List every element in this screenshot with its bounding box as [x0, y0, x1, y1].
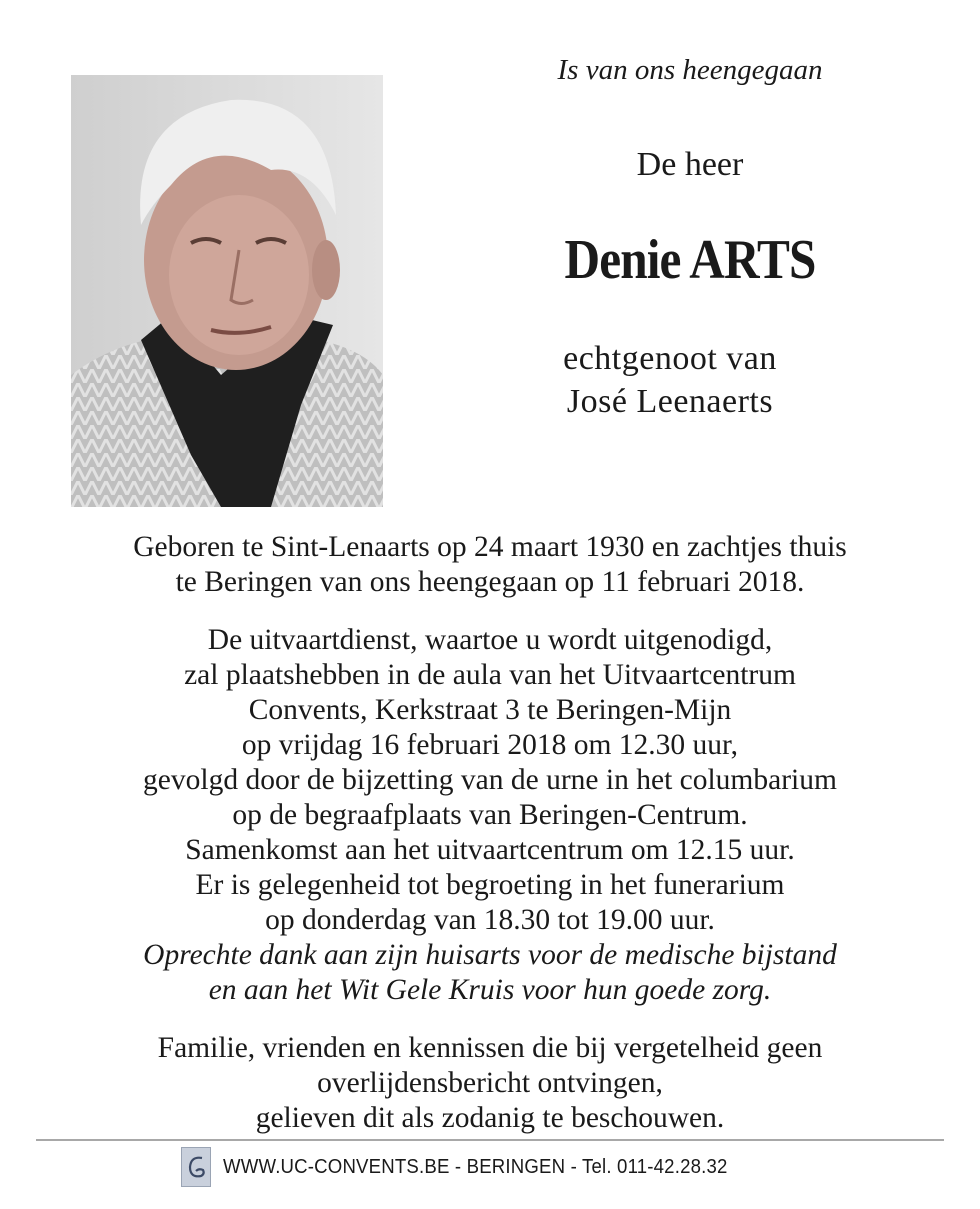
deceased-name: Denie ARTS — [564, 229, 816, 291]
paragraph-line: gelieven dit als zodanig te beschouwen. — [255, 1102, 725, 1134]
birth-death-paragraph — [20, 530, 960, 600]
portrait-photo — [71, 75, 383, 507]
paragraph-line: op donderdag van 18.30 tot 19.00 uur. — [265, 904, 715, 936]
paragraph-line: De uitvaartdienst, waartoe u wordt uitgenodigd, — [207, 624, 773, 656]
paragraph-line: Samenkomst aan het uitvaartcentrum om 12.15 uur. — [185, 834, 795, 866]
footer — [181, 1147, 766, 1187]
paragraph-line: overlijdensbericht ontvingen, — [317, 1067, 663, 1099]
intro-text: Is van ons heengegaan — [557, 54, 823, 86]
paragraph-line: te Beringen van ons heengegaan op 11 februari 2018. — [175, 566, 805, 598]
footer-divider — [36, 1139, 944, 1141]
spouse-name: José Leenaerts — [566, 383, 774, 420]
paragraph-line: Familie, vrienden en kennissen die bij vergetelheid geen — [157, 1032, 823, 1064]
funeral-home-logo-icon — [181, 1147, 211, 1187]
thanks-line: Oprechte dank aan zijn huisarts voor de medische bijstand — [143, 939, 837, 971]
paragraph-line: Geboren te Sint-Lenaarts op 24 maart 1930 en zachtjes thuis — [133, 531, 847, 563]
portrait-illustration — [71, 75, 383, 507]
thanks-line: en aan het Wit Gele Kruis voor hun goede zorg. — [208, 974, 772, 1006]
spouse-label: echtgenoot van — [563, 340, 777, 377]
title-prefix: De heer — [636, 146, 744, 183]
paragraph-line: op vrijdag 16 februari 2018 om 12.30 uur, — [241, 729, 739, 761]
paragraph-line: Er is gelegenheid tot begroeting in het funerarium — [195, 869, 785, 901]
paragraph-line: op de begraafplaats van Beringen-Centrum. — [232, 799, 748, 831]
paragraph-line: zal plaatshebben in de aula van het Uitvaartcentrum — [184, 659, 796, 691]
service-paragraph — [20, 623, 960, 1008]
paragraph-line: Convents, Kerkstraat 3 te Beringen-Mijn — [248, 694, 732, 726]
family-paragraph — [20, 1031, 960, 1136]
footer-contact-text: WWW.UC-CONVENTS.BE - BERINGEN - Tel. 011-42.28.32 — [223, 1155, 728, 1178]
paragraph-line: gevolgd door de bijzetting van de urne in het columbarium — [143, 764, 837, 796]
